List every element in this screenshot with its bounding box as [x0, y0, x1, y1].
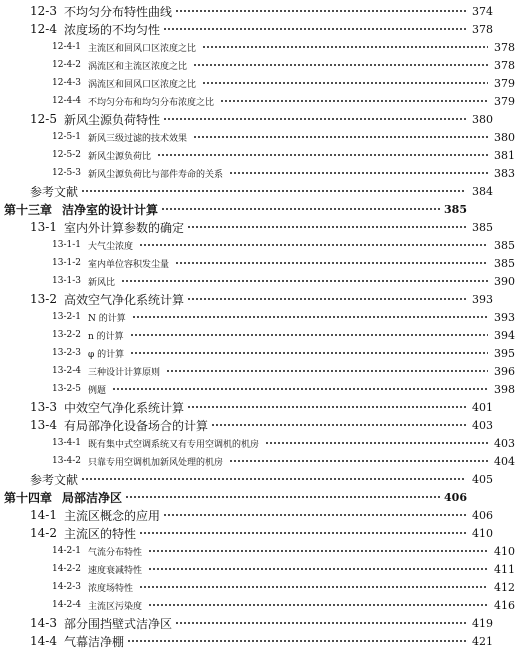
- dot-leader: [130, 333, 488, 337]
- entry-page-number: 410: [472, 526, 493, 540]
- toc-section-entry: [0, 415, 497, 435]
- dot-leader: [211, 423, 466, 427]
- entry-number: 13-1-3: [52, 276, 81, 286]
- dot-leader: [112, 387, 488, 391]
- dot-leader: [139, 585, 488, 589]
- toc-section-entry: [0, 19, 497, 39]
- entry-page-number: 379: [494, 94, 515, 108]
- dot-leader: [175, 621, 466, 625]
- entry-number: 13-2-1: [52, 312, 81, 322]
- entry-title: 浓度场特性: [88, 583, 134, 594]
- entry-page-number: 378: [494, 40, 515, 54]
- toc-section-entry: [0, 55, 519, 75]
- entry-title: 新风三级过滤的技术效果: [88, 133, 188, 144]
- entry-page-number: 403: [494, 436, 515, 450]
- toc-section-entry: [0, 451, 519, 471]
- toc-section-entry: [0, 163, 519, 183]
- entry-page-number: 385: [494, 238, 515, 252]
- dot-leader: [81, 477, 466, 481]
- toc-section-entry: [0, 91, 519, 111]
- entry-number: 14-2-4: [52, 600, 81, 610]
- dot-leader: [202, 45, 488, 49]
- entry-title: n 的计算: [88, 331, 124, 342]
- entry-title: 有局部净化设备场合的计算: [64, 418, 209, 433]
- entry-page-number: 406: [472, 508, 493, 522]
- entry-page-number: 390: [494, 274, 515, 288]
- toc-section-entry: [0, 613, 497, 633]
- entry-title: 气幕洁净棚: [64, 634, 125, 649]
- entry-page-number: 416: [494, 598, 515, 612]
- toc-section-entry: [0, 73, 519, 93]
- entry-title: 新风尘源负荷特性: [64, 112, 161, 127]
- entry-title: 主流区概念的应用: [64, 508, 161, 523]
- entry-page-number: 378: [494, 58, 515, 72]
- entry-title: 部分围挡壁式洁净区: [64, 616, 173, 631]
- entry-title: 三种设计计算原则: [88, 367, 161, 378]
- entry-page-number: 374: [472, 4, 493, 18]
- entry-number: 13-4-1: [52, 438, 81, 448]
- toc-section-entry: [0, 379, 519, 399]
- toc-references-entry: [0, 469, 497, 489]
- entry-page-number: 405: [472, 472, 493, 486]
- entry-title: 新风尘源负荷比与部件寿命的关系: [88, 169, 224, 180]
- dot-leader: [187, 225, 466, 229]
- dot-leader: [175, 261, 488, 265]
- toc-section-entry: [0, 541, 519, 561]
- dot-leader: [139, 243, 488, 247]
- entry-number: 13-4-2: [52, 456, 81, 466]
- entry-number: 14-4: [30, 634, 57, 648]
- entry-number: 12-5-3: [52, 168, 81, 178]
- toc-section-entry: [0, 145, 519, 165]
- toc-section-entry: [0, 361, 519, 381]
- toc-section-entry: [0, 595, 519, 615]
- entry-number: 13-2-2: [52, 330, 81, 340]
- dot-leader: [121, 279, 488, 283]
- entry-page-number: 393: [494, 310, 515, 324]
- entry-page-number: 419: [472, 616, 493, 630]
- entry-title: 不均匀分布特性曲线: [64, 4, 173, 19]
- entry-page-number: 385: [472, 220, 493, 234]
- entry-title: 只靠专用空调机加新风处理的机房: [88, 457, 224, 468]
- entry-number: 13-2-4: [52, 366, 81, 376]
- entry-title: 既有集中式空调系统又有专用空调机的机房: [88, 439, 260, 450]
- entry-title: 大气尘浓度: [88, 241, 134, 252]
- entry-number: 14-2: [30, 526, 57, 540]
- entry-title: 新风尘源负荷比: [88, 151, 152, 162]
- entry-title: φ 的计算: [88, 349, 125, 360]
- dot-leader: [148, 567, 488, 571]
- dot-leader: [187, 297, 466, 301]
- toc-section-entry: [0, 433, 519, 453]
- entry-number: 12-4-1: [52, 42, 81, 52]
- entry-page-number: 395: [494, 346, 515, 360]
- dot-leader: [202, 81, 488, 85]
- entry-title: 高效空气净化系统计算: [64, 292, 185, 307]
- toc-section-entry: [0, 307, 519, 327]
- toc-section-entry: [0, 253, 519, 273]
- entry-page-number: 394: [494, 328, 515, 342]
- entry-number: 12-4-3: [52, 78, 81, 88]
- entry-number: 14-2-3: [52, 582, 81, 592]
- toc-section-entry: [0, 37, 519, 57]
- dot-leader: [163, 27, 466, 31]
- toc-section-entry: [0, 631, 497, 651]
- toc-section-entry: [0, 559, 519, 579]
- entry-number: 12-4: [30, 22, 57, 36]
- toc-section-entry: [0, 577, 519, 597]
- toc-section-entry: [0, 235, 519, 255]
- entry-page-number: 381: [494, 148, 515, 162]
- toc-section-entry: [0, 325, 519, 345]
- entry-title: 不均匀分布和均匀分布浓度之比: [88, 97, 215, 108]
- dot-leader: [187, 405, 466, 409]
- entry-page-number: 385: [444, 202, 467, 216]
- dot-leader: [229, 459, 488, 463]
- toc-chapter-entry: [0, 487, 471, 507]
- dot-leader: [127, 639, 466, 643]
- entry-page-number: 411: [494, 562, 515, 576]
- entry-page-number: 384: [472, 184, 493, 198]
- entry-page-number: 406: [444, 490, 467, 504]
- entry-page-number: 412: [494, 580, 515, 594]
- toc-section-entry: [0, 271, 519, 291]
- entry-page-number: 403: [472, 418, 493, 432]
- entry-page-number: 410: [494, 544, 515, 558]
- entry-page-number: 396: [494, 364, 515, 378]
- dot-leader: [148, 603, 488, 607]
- entry-title: 参考文献: [30, 184, 79, 199]
- entry-page-number: 421: [472, 634, 493, 648]
- toc-section-entry: [0, 505, 497, 525]
- entry-title: N 的计算: [88, 313, 126, 324]
- entry-page-number: 378: [472, 22, 493, 36]
- entry-title: 浓度场的不均匀性: [64, 22, 161, 37]
- entry-title: 主流区污染度: [88, 601, 143, 612]
- entry-number: 13-4: [30, 418, 57, 432]
- entry-number: 14-1: [30, 508, 57, 522]
- entry-number: 第十四章: [4, 490, 53, 505]
- toc-section-entry: [0, 523, 497, 543]
- dot-leader: [220, 99, 488, 103]
- entry-page-number: 383: [494, 166, 515, 180]
- entry-number: 14-2-1: [52, 546, 81, 556]
- entry-title: 涡流区和回风口区浓度之比: [88, 79, 197, 90]
- entry-title: 主流区的特性: [64, 526, 137, 541]
- dot-leader: [139, 531, 466, 535]
- dot-leader: [193, 63, 488, 67]
- entry-number: 14-2-2: [52, 564, 81, 574]
- dot-leader: [193, 135, 488, 139]
- toc-section-entry: [0, 1, 497, 21]
- dot-leader: [166, 369, 488, 373]
- entry-number: 13-2-3: [52, 348, 81, 358]
- entry-title: 参考文献: [30, 472, 79, 487]
- entry-page-number: 398: [494, 382, 515, 396]
- dot-leader: [175, 9, 466, 13]
- dot-leader: [265, 441, 488, 445]
- entry-number: 12-5: [30, 112, 57, 126]
- entry-page-number: 401: [472, 400, 493, 414]
- entry-number: 13-3: [30, 400, 57, 414]
- entry-number: 13-2: [30, 292, 57, 306]
- dot-leader: [81, 189, 466, 193]
- dot-leader: [163, 117, 466, 121]
- dot-leader: [132, 315, 488, 319]
- entry-title: 例题: [88, 385, 107, 396]
- entry-number: 12-5-2: [52, 150, 81, 160]
- toc-section-entry: [0, 109, 497, 129]
- entry-page-number: 404: [494, 454, 515, 468]
- entry-page-number: 380: [472, 112, 493, 126]
- toc-references-entry: [0, 181, 497, 201]
- entry-number: 14-3: [30, 616, 57, 630]
- dot-leader: [163, 513, 466, 517]
- entry-number: 13-1-2: [52, 258, 81, 268]
- toc-section-entry: [0, 127, 519, 147]
- entry-title: 主流区和回风口区浓度之比: [88, 43, 197, 54]
- toc-chapter-entry: [0, 199, 471, 219]
- entry-number: 13-1: [30, 220, 57, 234]
- dot-leader: [148, 549, 488, 553]
- entry-title: 中效空气净化系统计算: [64, 400, 185, 415]
- entry-title: 气流分布特性: [88, 547, 143, 558]
- toc-section-entry: [0, 343, 519, 363]
- entry-title: 新风比: [88, 277, 116, 288]
- entry-page-number: 379: [494, 76, 515, 90]
- entry-title: 涡流区和主流区浓度之比: [88, 61, 188, 72]
- toc-section-entry: [0, 397, 497, 417]
- toc-section-entry: [0, 289, 497, 309]
- dot-leader: [125, 495, 440, 499]
- entry-number: 13-2-5: [52, 384, 81, 394]
- entry-number: 12-4-4: [52, 96, 81, 106]
- entry-page-number: 385: [494, 256, 515, 270]
- entry-title: 室内单位容积发尘量: [88, 259, 170, 270]
- entry-title: 室内外计算参数的确定: [64, 220, 185, 235]
- dot-leader: [130, 351, 488, 355]
- entry-page-number: 393: [472, 292, 493, 306]
- entry-page-number: 380: [494, 130, 515, 144]
- entry-title: 局部洁净区: [62, 490, 123, 505]
- entry-number: 第十三章: [4, 202, 53, 217]
- entry-number: 13-1-1: [52, 240, 81, 250]
- dot-leader: [229, 171, 488, 175]
- dot-leader: [157, 153, 488, 157]
- entry-number: 12-4-2: [52, 60, 81, 70]
- entry-title: 洁净室的设计计算: [62, 202, 159, 217]
- toc-section-entry: [0, 217, 497, 237]
- dot-leader: [161, 207, 440, 211]
- entry-title: 速度衰减特性: [88, 565, 143, 576]
- entry-number: 12-5-1: [52, 132, 81, 142]
- entry-number: 12-3: [30, 4, 57, 18]
